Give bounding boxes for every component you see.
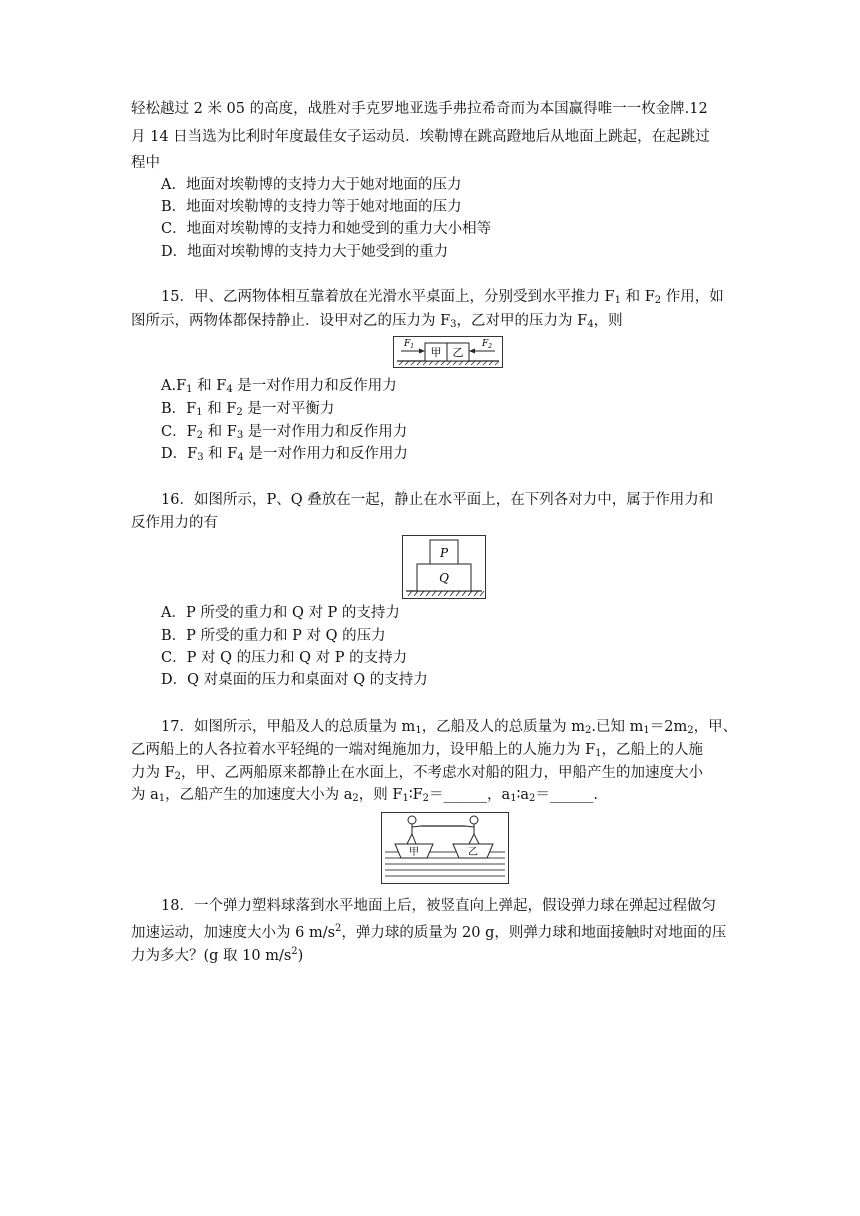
q14-option-d: D．地面对埃勒博的支持力大于她受到的重力 [161, 244, 449, 260]
q18-text: ) [297, 948, 304, 964]
q18-text: ，弹力球的质量为 20 g，则弹力球和地面接触时对地面的压 [341, 925, 727, 941]
q16-option-c: C．P 对 Q 的压力和 Q 对 P 的支持力 [161, 650, 408, 666]
q17-stem-line-4 [131, 785, 598, 809]
q15-text: ，则 [593, 313, 623, 329]
option-text: 是一对作用力和反作用力 [243, 424, 408, 440]
q17-text: 力为 F [131, 765, 175, 781]
q17-text: 乙两船上的人各拉着水平轻绳的一端对绳施加力，设甲船上的人施力为 F [131, 742, 596, 758]
q17-text: ∶F [408, 787, 423, 803]
subscript: 1 [186, 384, 193, 395]
subscript: 3 [197, 452, 204, 463]
subscript: 2 [352, 793, 359, 804]
q15-text: 作用，如 [661, 289, 724, 305]
subscript: 2 [236, 407, 243, 418]
f2-label: $F_2$ [482, 339, 493, 350]
q15-text: 和 F [621, 289, 655, 305]
subscript: 2 [687, 725, 694, 736]
q18-text: 力为多大？(g 取 10 m/s [131, 948, 292, 964]
subscript: 2 [422, 793, 430, 804]
q14-stem-line-1: 轻松越过 2 米 05 的高度，战胜对手克罗地亚选手弗拉希奇而为本国赢得唯一一枚金牌.12 [131, 101, 708, 117]
q15-option-d [161, 444, 408, 468]
subscript: 4 [237, 452, 244, 463]
superscript: 2 [335, 923, 342, 934]
q17-text: .已知 m [591, 719, 644, 735]
q17-text: 17．如图所示，甲船及人的总质量为 m [161, 719, 416, 735]
q17-boats-figure [381, 812, 509, 884]
q17-text: ，乙船及人的总质量为 m [421, 719, 586, 735]
option-text: 和 F [203, 424, 237, 440]
q17-text: ，甲、 [693, 719, 738, 735]
q15-text: 图所示，两物体都保持静止．设甲对乙的压力为 F [131, 313, 451, 329]
q15-text: ，乙对甲的压力为 F [456, 313, 588, 329]
f1-label: $F_1$ [404, 339, 415, 350]
q16-option-d: D．Q 对桌面的压力和桌面对 Q 的支持力 [161, 672, 428, 688]
q17-text: 为 a [131, 787, 159, 803]
q18-text: 加速运动，加速度大小为 6 m/s [131, 925, 336, 941]
q18-stem-line-3 [131, 942, 303, 966]
q17-stem-line-2 [131, 740, 703, 764]
boat-yi-label: 乙 [468, 847, 478, 858]
option-text: C．F [161, 424, 197, 440]
subscript: 4 [226, 384, 233, 395]
subscript: 2 [174, 771, 182, 782]
block-jia-label: 甲 [430, 346, 442, 359]
q14-option-c: C．地面对埃勒博的支持力和她受到的重力大小相等 [161, 221, 492, 237]
q17-stem-line-1 [161, 717, 737, 741]
option-text: 和 F [192, 378, 227, 394]
option-text: A.F [161, 378, 187, 394]
option-text: 是一对平衡力 [242, 401, 335, 417]
q16-stem-line-1: 16．如图所示，P、Q 叠放在一起，静止在水平面上，在下列各对力中，属于作用力和 [161, 492, 714, 508]
q17-text: ＝______，a [429, 787, 511, 803]
subscript: 1 [643, 725, 650, 736]
q15-stem-line-1 [161, 287, 724, 311]
option-text: 是一对作用力和反作用力 [243, 446, 408, 462]
q17-text: ，甲、乙两船原来都静止在水面上，不考虑水对船的阻力，甲船产生的加速度大小 [181, 765, 704, 781]
q17-text: ＝2m [649, 719, 688, 735]
q15-option-c [161, 422, 407, 446]
block-yi-label: 乙 [452, 346, 464, 359]
option-text: 和 F [202, 401, 237, 417]
option-text: 和 F [203, 446, 238, 462]
q14-option-b: B．地面对埃勒博的支持力等于她对地面的压力 [161, 199, 462, 215]
q17-stem-line-3 [131, 763, 703, 787]
block-q-label: Q [439, 571, 449, 585]
subscript: 3 [450, 319, 457, 330]
subscript: 1 [158, 793, 166, 804]
q14-stem-line-3: 程中 [131, 155, 160, 171]
q14-option-a: A．地面对埃勒博的支持力大于她对地面的压力 [161, 177, 462, 193]
subscript: 1 [510, 793, 517, 804]
subscript: 1 [196, 407, 203, 418]
q16-stack-figure [402, 535, 486, 599]
subscript: 3 [236, 430, 244, 441]
boat-jia-label: 甲 [409, 847, 419, 858]
q16-option-b: B．P 所受的重力和 P 对 Q 的压力 [161, 628, 386, 644]
superscript: 2 [291, 946, 298, 957]
q15-stem-line-2 [131, 311, 623, 335]
q16-stem-line-2: 反作用力的有 [131, 515, 218, 531]
subscript: 2 [196, 430, 204, 441]
option-text: D．F [161, 446, 198, 462]
block-p-label: P [439, 546, 449, 560]
q15-option-a [161, 376, 397, 400]
q17-text: ，乙船产生的加速度大小为 a [165, 787, 353, 803]
q15-blocks-figure [393, 336, 503, 368]
subscript: 1 [614, 295, 621, 306]
q18-stem-line-2 [131, 919, 726, 943]
option-text: 是一对作用力和反作用力 [232, 378, 397, 394]
subscript: 2 [654, 295, 662, 306]
subscript: 1 [415, 725, 422, 736]
q15-text: 15．甲、乙两物体相互靠着放在光滑水平桌面上，分别受到水平推力 F [161, 289, 615, 305]
q18-stem-line-1: 18．一个弹力塑料球落到水平地面上后，被竖直向上弹起，假设弹力球在弹起过程做匀 [161, 898, 716, 914]
q17-text: ，乙船上的人施 [601, 742, 704, 758]
subscript: 2 [529, 793, 536, 804]
q17-text: ，则 F [358, 787, 403, 803]
option-text: B．F [161, 401, 197, 417]
q14-stem-line-2: 月 14 日当选为比利时年度最佳女子运动员．埃勒博在跳高蹬地后从地面上跳起，在起跳过 [131, 129, 710, 145]
q15-option-b [161, 399, 334, 423]
subscript: 2 [585, 725, 592, 736]
q17-text: ∶a [516, 787, 529, 803]
q17-text: ＝______. [535, 787, 598, 803]
q16-option-a: A．P 所受的重力和 Q 对 P 的支持力 [161, 605, 400, 621]
subscript: 1 [402, 793, 409, 804]
subscript: 1 [595, 748, 602, 759]
subscript: 4 [587, 319, 594, 330]
